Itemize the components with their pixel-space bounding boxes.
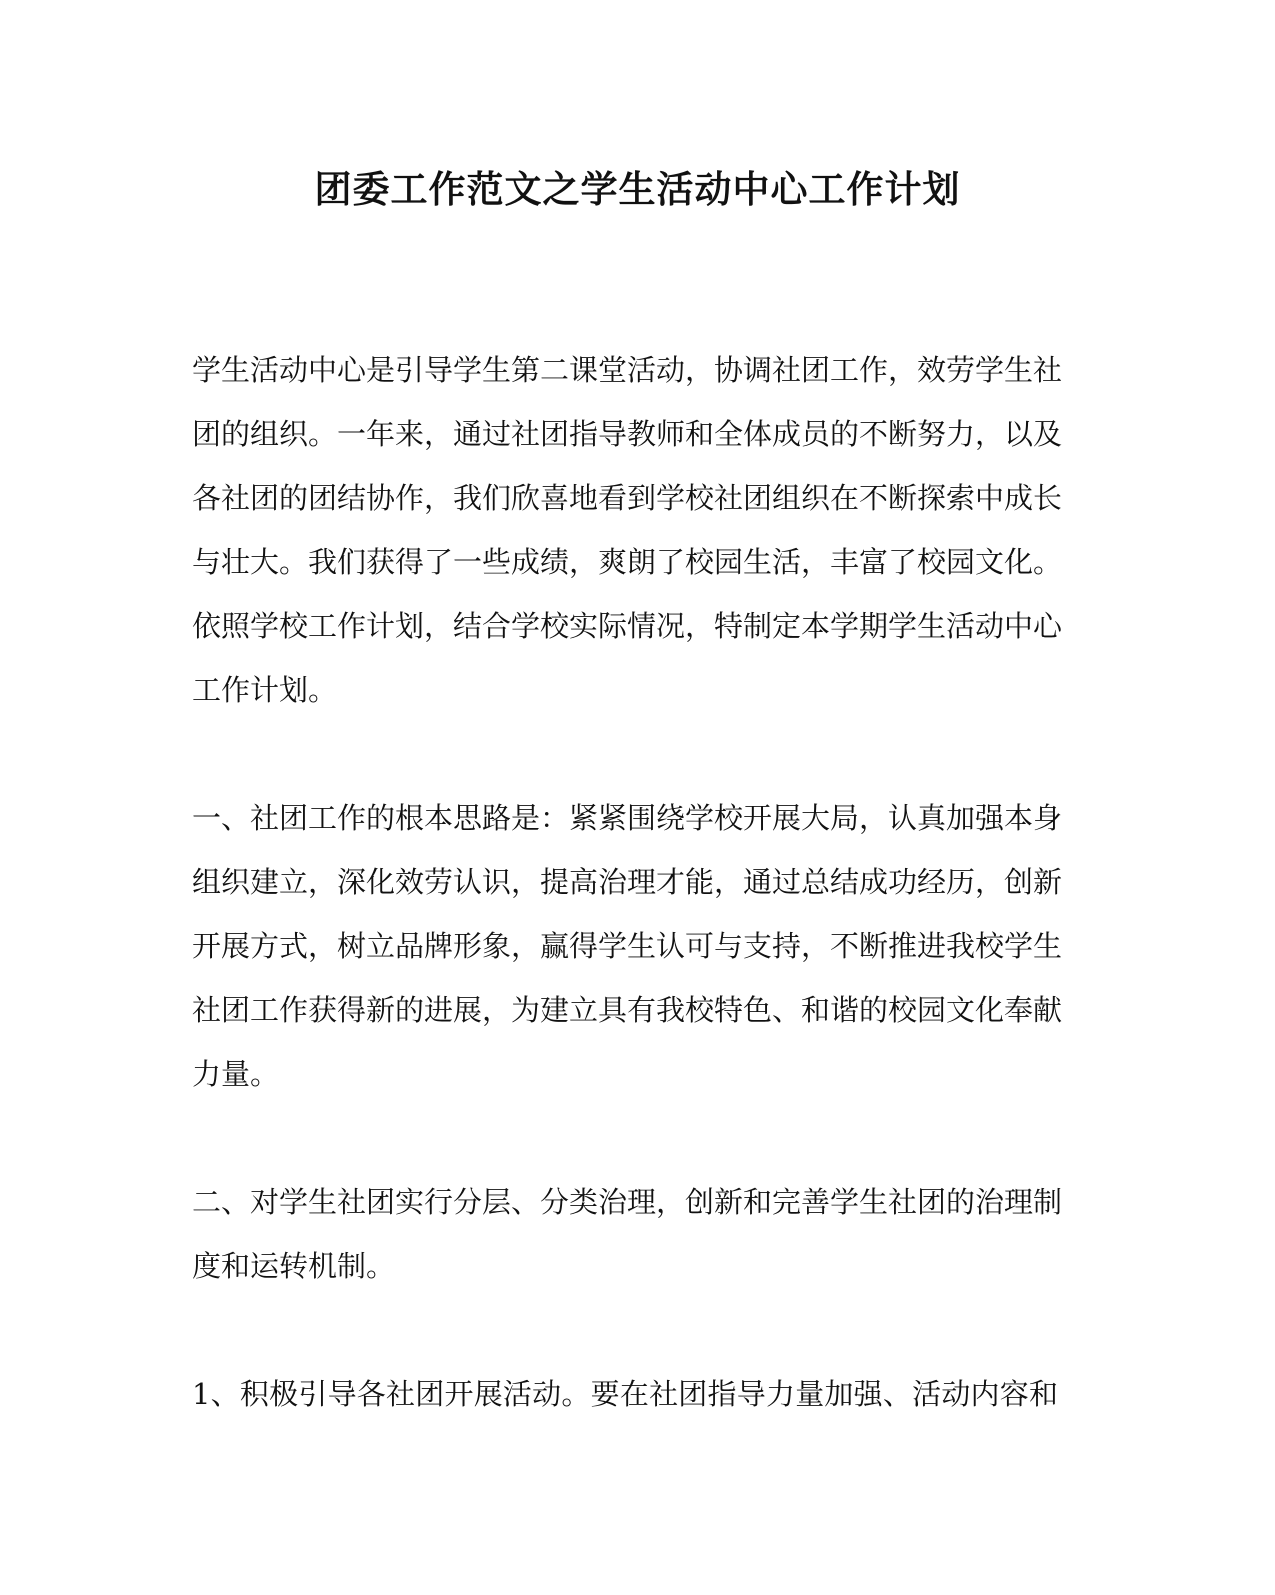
- paragraph-line: 工作计划。: [192, 673, 338, 707]
- paragraph-line: 与壮大。我们获得了一些成绩，爽朗了校园生活，丰富了校园文化。: [192, 545, 1063, 579]
- paragraph-line: 社团工作获得新的进展，为建立具有我校特色、和谐的校园文化奉献: [192, 993, 1063, 1027]
- paragraph-line: 力量。: [192, 1057, 280, 1091]
- paragraph-line: 组织建立，深化效劳认识，提高治理才能，通过总结成功经历，创新: [192, 865, 1063, 899]
- paragraph-line: 学生活动中心是引导学生第二课堂活动，协调社团工作，效劳学生社: [192, 353, 1063, 387]
- document-body: [192, 338, 1063, 1490]
- paragraph-item-one: [192, 1362, 1058, 1426]
- paragraph-section-two: [192, 1170, 1063, 1298]
- paragraph-intro: [192, 338, 1063, 722]
- paragraph-line: 各社团的团结协作，我们欣喜地看到学校社团组织在不断探索中成长: [192, 481, 1063, 515]
- paragraph-line: 度和运转机制。: [192, 1249, 396, 1283]
- paragraph-section-one: [192, 786, 1063, 1106]
- paragraph-line: 二、对学生社团实行分层、分类治理，创新和完善学生社团的治理制: [192, 1185, 1063, 1219]
- paragraph-line: 开展方式，树立品牌形象，赢得学生认可与支持，不断推进我校学生: [192, 929, 1063, 963]
- paragraph-line: 依照学校工作计划，结合学校实际情况，特制定本学期学生活动中心: [192, 609, 1063, 643]
- document-title: 团委工作范文之学生活动中心工作计划: [314, 167, 961, 211]
- paragraph-line: 一、社团工作的根本思路是：紧紧围绕学校开展大局，认真加强本身: [192, 801, 1063, 835]
- paragraph-line: 1、积极引导各社团开展活动。要在社团指导力量加强、活动内容和: [192, 1377, 1058, 1411]
- paragraph-line: 团的组织。一年来，通过社团指导教师和全体成员的不断努力，以及: [192, 417, 1063, 451]
